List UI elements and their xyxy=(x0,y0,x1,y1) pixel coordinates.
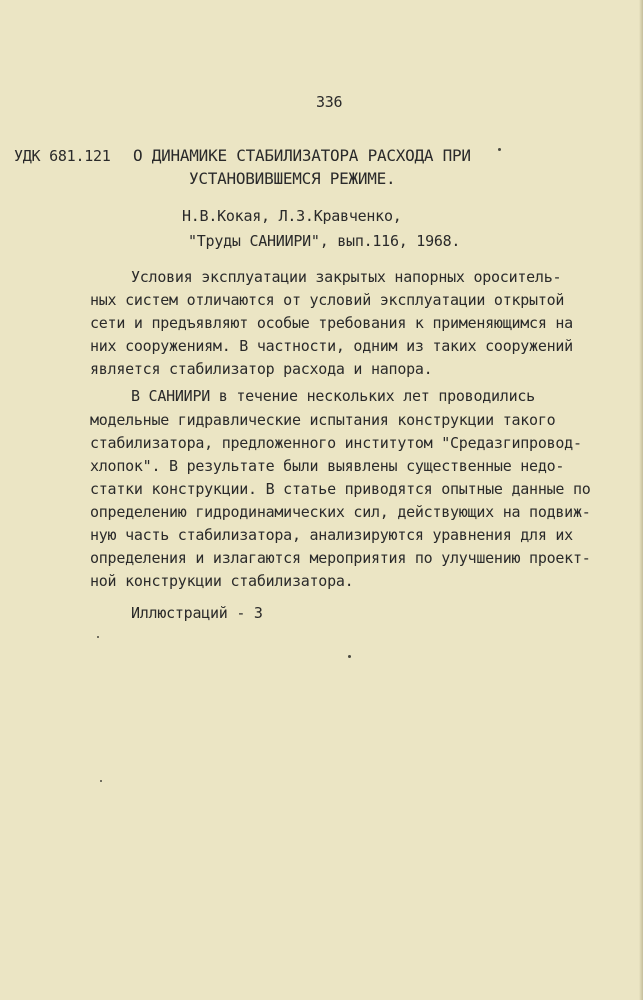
authors-block xyxy=(182,204,460,254)
paragraph-2-line: статки конструкции. В статье приводятся опытные данные по xyxy=(90,479,591,498)
paper-speck xyxy=(97,636,99,638)
document-title xyxy=(133,144,533,190)
paragraph-2-line: модельные гидравлические испытания конструкции такого xyxy=(90,410,556,429)
page-number: 336 xyxy=(316,93,343,111)
paragraph-2-line: стабилизатора, предложенного институтом "Средазгипровод- xyxy=(90,433,582,452)
paper-speck xyxy=(498,148,501,151)
paragraph-2-line: хлопок". В результате были выявлены существенные недо- xyxy=(90,456,565,475)
paragraph-1-line: Условия эксплуатации закрытых напорных ороситель- xyxy=(131,268,562,286)
paragraph-1-line: ных систем отличаются от условий эксплуатации открытой xyxy=(90,291,565,310)
udk-code: УДК 681.121 xyxy=(14,147,111,165)
paragraph-2-line: определению гидродинамических сил, действующих на подвиж- xyxy=(90,502,591,521)
paragraph-2-line: определения и излагаются мероприятия по улучшению проект- xyxy=(90,549,591,568)
paper-speck xyxy=(100,780,102,782)
paragraph-1-line: сети и предъявляют особые требования к применяющимся на xyxy=(90,314,573,333)
paragraph-1-line: них сооружениям. В частности, одним из таких сооружений xyxy=(90,337,573,356)
paragraph-1-line: является стабилизатор расхода и напора. xyxy=(90,360,433,379)
authors: Н.В.Кокая, Л.З.Кравченко, xyxy=(182,207,402,225)
illustrations-count: Иллюстраций - 3 xyxy=(131,604,263,622)
title-line-2: УСТАНОВИВШЕМСЯ РЕЖИМЕ. xyxy=(189,169,396,188)
paper-speck xyxy=(348,655,351,658)
paragraph-2-line: ной конструкции стабилизатора. xyxy=(90,572,354,591)
paragraph-2-line: ную часть стабилизатора, анализируются уравнения для их xyxy=(90,526,573,545)
abstract-text xyxy=(90,268,635,595)
title-line-1: О ДИНАМИКЕ СТАБИЛИЗАТОРА РАСХОДА ПРИ xyxy=(133,146,471,165)
paragraph-2-line: В САНИИРИ в течение нескольких лет проводились xyxy=(131,387,535,406)
page-edge xyxy=(639,0,643,1000)
publication-source: "Труды САНИИРИ", вып.116, 1968. xyxy=(188,232,461,250)
